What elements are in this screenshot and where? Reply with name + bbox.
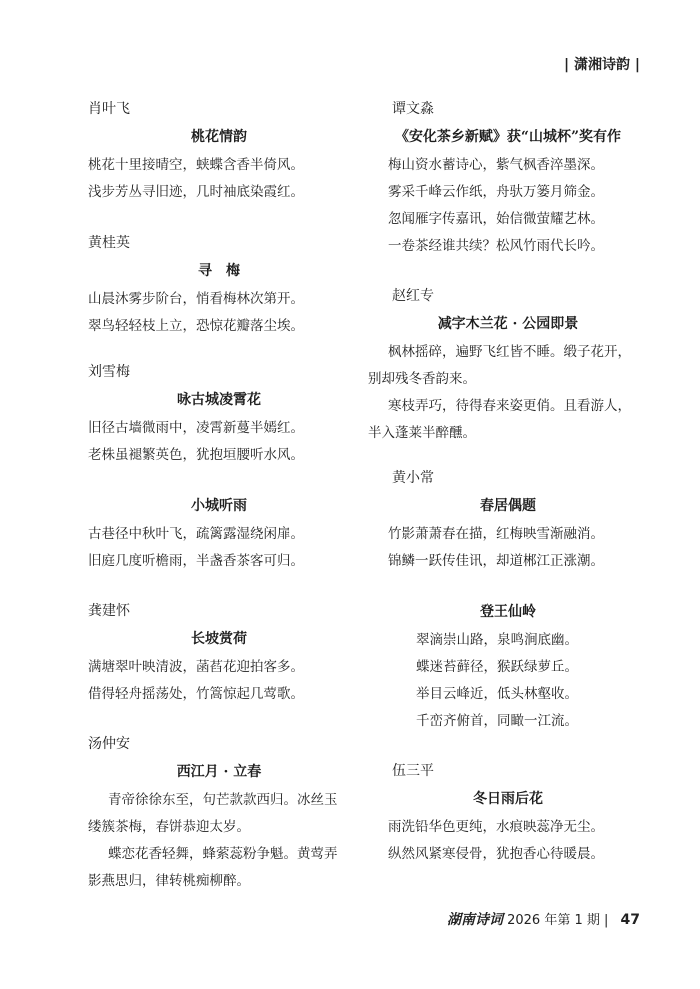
poet-name: 黄小常 — [392, 470, 434, 486]
poem-line: 浅步芳丛寻旧迹，几时袖底染霞红。 — [88, 184, 304, 200]
poem-line: 枫林摇碎，遍野飞红皆不睡。缎子花开， — [388, 344, 631, 360]
poem-line: 举目云峰近，低头林壑收。 — [416, 686, 578, 702]
poem-title: 小城听雨 — [191, 498, 247, 514]
poem-line: 雾采千峰云作纸，舟驮万篓月筛金。 — [388, 184, 604, 200]
poem-title: 春居偶题 — [480, 498, 536, 514]
poem-line: 寒枝弄巧，待得春来姿更俏。且看游人， — [388, 398, 631, 414]
poem-line: 纵然风紧寒侵骨，犹抱香心待暖晨。 — [388, 846, 604, 862]
poet-name: 伍三平 — [392, 763, 434, 779]
poet-name: 谭文淼 — [392, 101, 434, 117]
poem-line: 山晨沐雾步阶台，悄看梅林次第开。 — [88, 291, 304, 307]
poem-line: 梅山资水蓄诗心，紫气枫香淬墨深。 — [388, 157, 604, 173]
poem-line: 旧庭几度听檐雨，半盏香茶客可归。 — [88, 553, 304, 569]
poem-line: 翠滴崇山路，泉鸣涧底幽。 — [416, 632, 578, 648]
section-header: | 潇湘诗韵 | — [564, 57, 640, 73]
poet-name: 黄桂英 — [88, 235, 130, 251]
poem-line: 竹影萧萧春在描，红梅映雪渐融消。 — [388, 526, 604, 542]
poem-line: 蝶迷苔藓径，猴跃绿萝丘。 — [416, 659, 578, 675]
poem-line: 忽闻雁字传嘉讯，始信微萤耀艺林。 — [388, 211, 604, 227]
poem-line: 青帝徐徐东至，句芒款款西归。冰丝玉 — [108, 792, 338, 808]
poem-line: 锦鳞一跃传佳讯，却道郴江正涨潮。 — [388, 553, 604, 569]
poem-title: 西江月 · 立春 — [176, 764, 262, 780]
poem-line: 满塘翠叶映清波，菡萏花迎拍客多。 — [88, 659, 304, 675]
magazine-name: 湖南诗词 — [446, 912, 503, 928]
poem-line: 别却残冬香韵来。 — [368, 371, 476, 387]
poem-line: 老株虽褪繁英色，犹抱垣腰听水风。 — [88, 447, 304, 463]
poem-line: 旧径古墙微雨中，凌霄新蔓半嫣红。 — [88, 420, 304, 436]
poem-line: 半入蓬莱半醉醺。 — [368, 425, 476, 441]
page-footer — [447, 909, 640, 929]
poem-title: 登王仙岭 — [480, 604, 536, 620]
poet-name: 龚建怀 — [88, 603, 130, 619]
poem-line: 蝶恋花香轻舞，蜂萦蕊粉争魁。黄莺弄 — [108, 846, 338, 862]
poem-title: 《安化茶乡新赋》获“山城杯”奖有作 — [394, 129, 622, 145]
poem-title: 咏古城凌霄花 — [177, 392, 261, 408]
poem-line: 桃花十里接晴空，蛱蝶含香半倚风。 — [88, 157, 304, 173]
poem-line: 缕簇茶梅，春饼恭迎太岁。 — [88, 819, 250, 835]
poet-name: 汤仲安 — [88, 736, 130, 752]
poem-title: 桃花情韵 — [191, 129, 247, 145]
issue-label: 2026 年第 1 期 | — [507, 913, 609, 928]
poem-line: 雨洗铅华色更纯，水痕映蕊净无尘。 — [388, 819, 604, 835]
poem-line: 一卷茶经谁共续？松风竹雨代长吟。 — [388, 238, 604, 254]
poet-name: 赵红专 — [392, 288, 434, 304]
poem-title: 寻 梅 — [198, 263, 240, 279]
poem-line: 古巷径中秋叶飞，疏篱露湿绕闲扉。 — [88, 526, 304, 542]
poem-line: 借得轻舟摇荡处，竹篙惊起几莺歌。 — [88, 686, 304, 702]
poem-title: 冬日雨后花 — [473, 791, 543, 807]
poem-line: 千峦齐俯首，同瞰一江流。 — [416, 713, 578, 729]
poem-title: 减字木兰花 · 公园即景 — [437, 316, 579, 332]
poem-title: 长坡赏荷 — [191, 631, 247, 647]
poet-name: 刘雪梅 — [88, 364, 130, 380]
poem-line: 翠鸟轻轻枝上立，恐惊花瓣落尘埃。 — [88, 318, 304, 334]
poem-line: 影燕思归，律转桃痴柳醉。 — [88, 873, 250, 889]
page-number: 47 — [620, 912, 640, 928]
poet-name: 肖叶飞 — [88, 101, 130, 117]
